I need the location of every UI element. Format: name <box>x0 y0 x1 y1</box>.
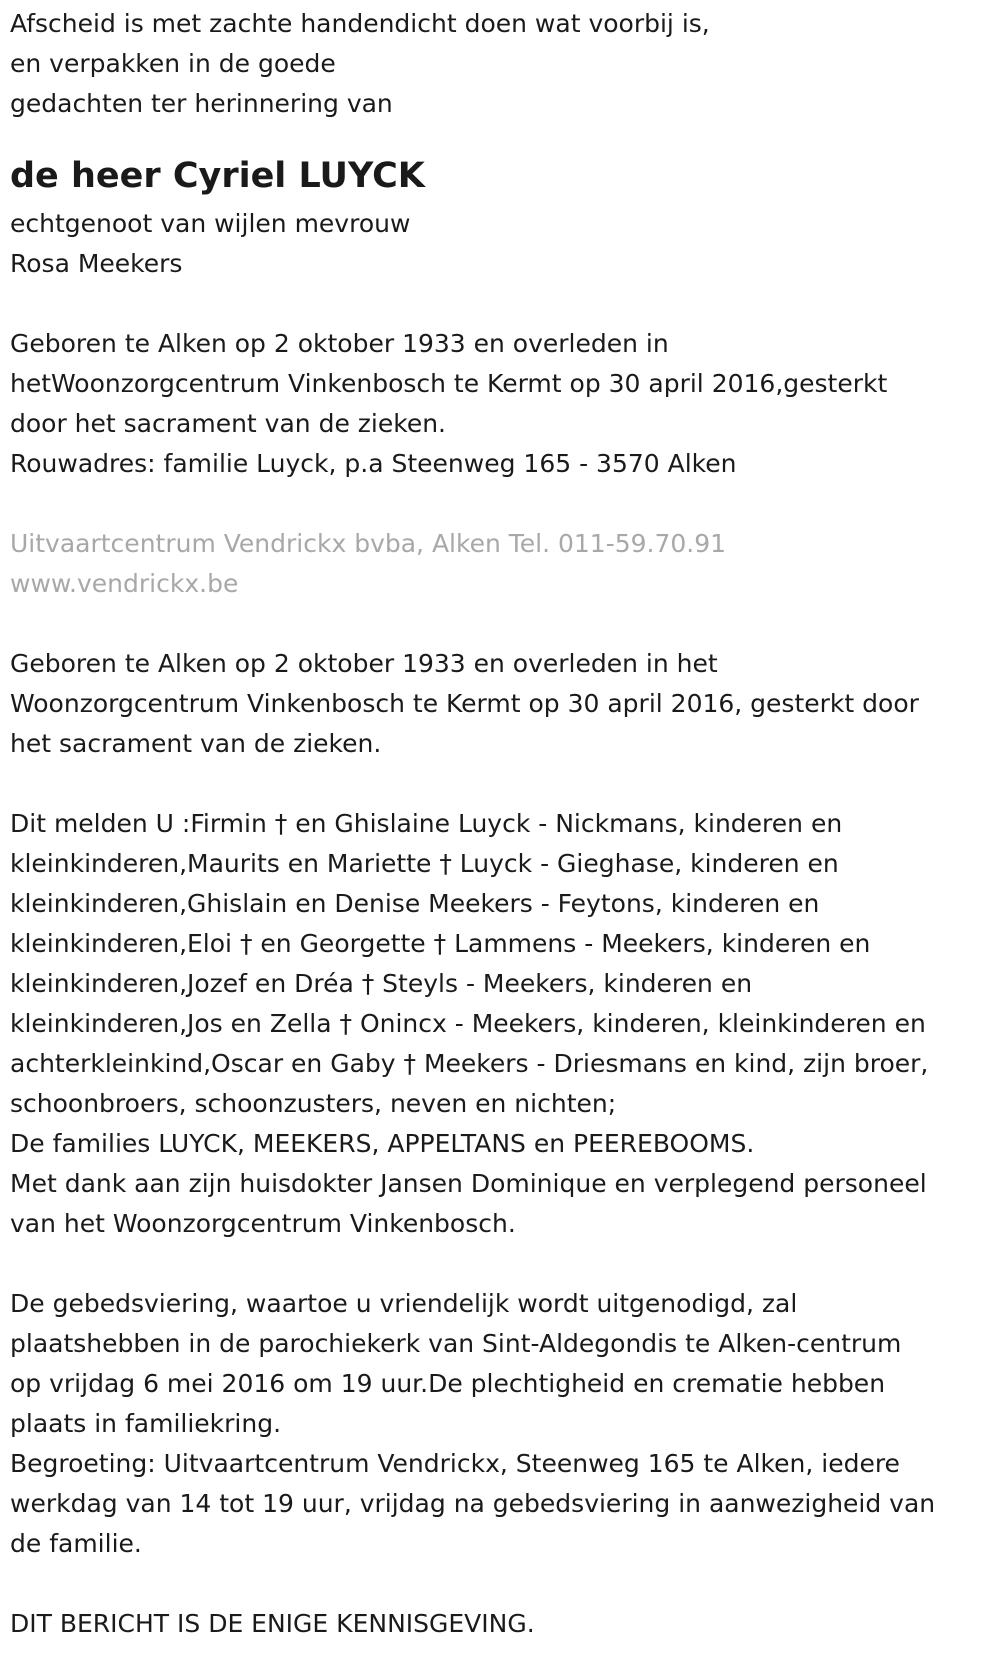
spacer <box>10 484 995 524</box>
funeral-home-info <box>10 524 995 604</box>
family-line: schoonbroers, schoonzusters, neven en nichten; <box>10 1089 617 1118</box>
full-line: het sacrament van de zieken. <box>10 729 382 758</box>
family-announcement <box>10 804 995 1244</box>
spacer <box>10 604 995 644</box>
family-line: van het Woonzorgcentrum Vinkenbosch. <box>10 1209 516 1238</box>
mourning-address: Rouwadres: familie Luyck, p.a Steenweg 165 - 3570 Alken <box>10 449 737 478</box>
service-details <box>10 1284 995 1564</box>
spouse-info <box>10 204 995 284</box>
birth-death-full <box>10 644 995 764</box>
service-line: de familie. <box>10 1529 142 1558</box>
deceased-name: de heer Cyriel LUYCK <box>10 156 425 196</box>
closing-statement: DIT BERICHT IS DE ENIGE KENNISGEVING. <box>10 1609 535 1638</box>
family-line: kleinkinderen,Eloi † en Georgette † Lammens - Meekers, kinderen en <box>10 929 871 958</box>
service-line: Begroeting: Uitvaartcentrum Vendrickx, Steenweg 165 te Alken, iedere <box>10 1449 900 1478</box>
spacer <box>10 1244 995 1284</box>
family-line: Met dank aan zijn huisdokter Jansen Dominique en verplegend personeel <box>10 1169 927 1198</box>
family-line: De families LUYCK, MEEKERS, APPELTANS en PEEREBOOMS. <box>10 1129 755 1158</box>
funeral-home-website: www.vendrickx.be <box>10 569 239 598</box>
service-line: plaats in familiekring. <box>10 1409 282 1438</box>
family-line: kleinkinderen,Maurits en Mariette † Luyck - Gieghase, kinderen en <box>10 849 839 878</box>
spouse-line: Rosa Meekers <box>10 249 183 278</box>
family-line: Dit melden U :Firmin † en Ghislaine Luyck - Nickmans, kinderen en <box>10 809 843 838</box>
funeral-home-contact: Uitvaartcentrum Vendrickx bvba, Alken Tel. 011-59.70.91 <box>10 529 727 558</box>
family-line: achterkleinkind,Oscar en Gaby † Meekers - Driesmans en kind, zijn broer, <box>10 1049 929 1078</box>
spacer <box>10 284 995 324</box>
service-line: plaatshebben in de parochiekerk van Sint-Aldegondis te Alken-centrum <box>10 1329 902 1358</box>
spouse-line: echtgenoot van wijlen mevrouw <box>10 209 411 238</box>
birth-death-summary <box>10 324 995 484</box>
spacer <box>10 1564 995 1604</box>
service-line: werkdag van 14 tot 19 uur, vrijdag na gebedsviering in aanwezigheid van <box>10 1489 936 1518</box>
summary-line: door het sacrament van de zieken. <box>10 409 446 438</box>
family-line: kleinkinderen,Jos en Zella † Onincx - Meekers, kinderen, kleinkinderen en <box>10 1009 926 1038</box>
spacer <box>10 764 995 804</box>
summary-line: Geboren te Alken op 2 oktober 1933 en overleden in <box>10 329 669 358</box>
full-line: Woonzorgcentrum Vinkenbosch te Kermt op 30 april 2016, gesterkt door <box>10 689 919 718</box>
intro-line: gedachten ter herinnering van <box>10 89 393 118</box>
service-line: op vrijdag 6 mei 2016 om 19 uur.De plechtigheid en crematie hebben <box>10 1369 886 1398</box>
full-line: Geboren te Alken op 2 oktober 1933 en overleden in het <box>10 649 718 678</box>
service-line: De gebedsviering, waartoe u vriendelijk wordt uitgenodigd, zal <box>10 1289 798 1318</box>
intro-verse <box>10 4 995 124</box>
obituary-notice <box>10 4 995 1644</box>
intro-line: Afscheid is met zachte handendicht doen wat voorbij is, <box>10 9 710 38</box>
family-line: kleinkinderen,Jozef en Dréa † Steyls - Meekers, kinderen en <box>10 969 753 998</box>
summary-line: hetWoonzorgcentrum Vinkenbosch te Kermt op 30 april 2016,gesterkt <box>10 369 888 398</box>
family-line: kleinkinderen,Ghislain en Denise Meekers - Feytons, kinderen en <box>10 889 820 918</box>
intro-line: en verpakken in de goede <box>10 49 336 78</box>
